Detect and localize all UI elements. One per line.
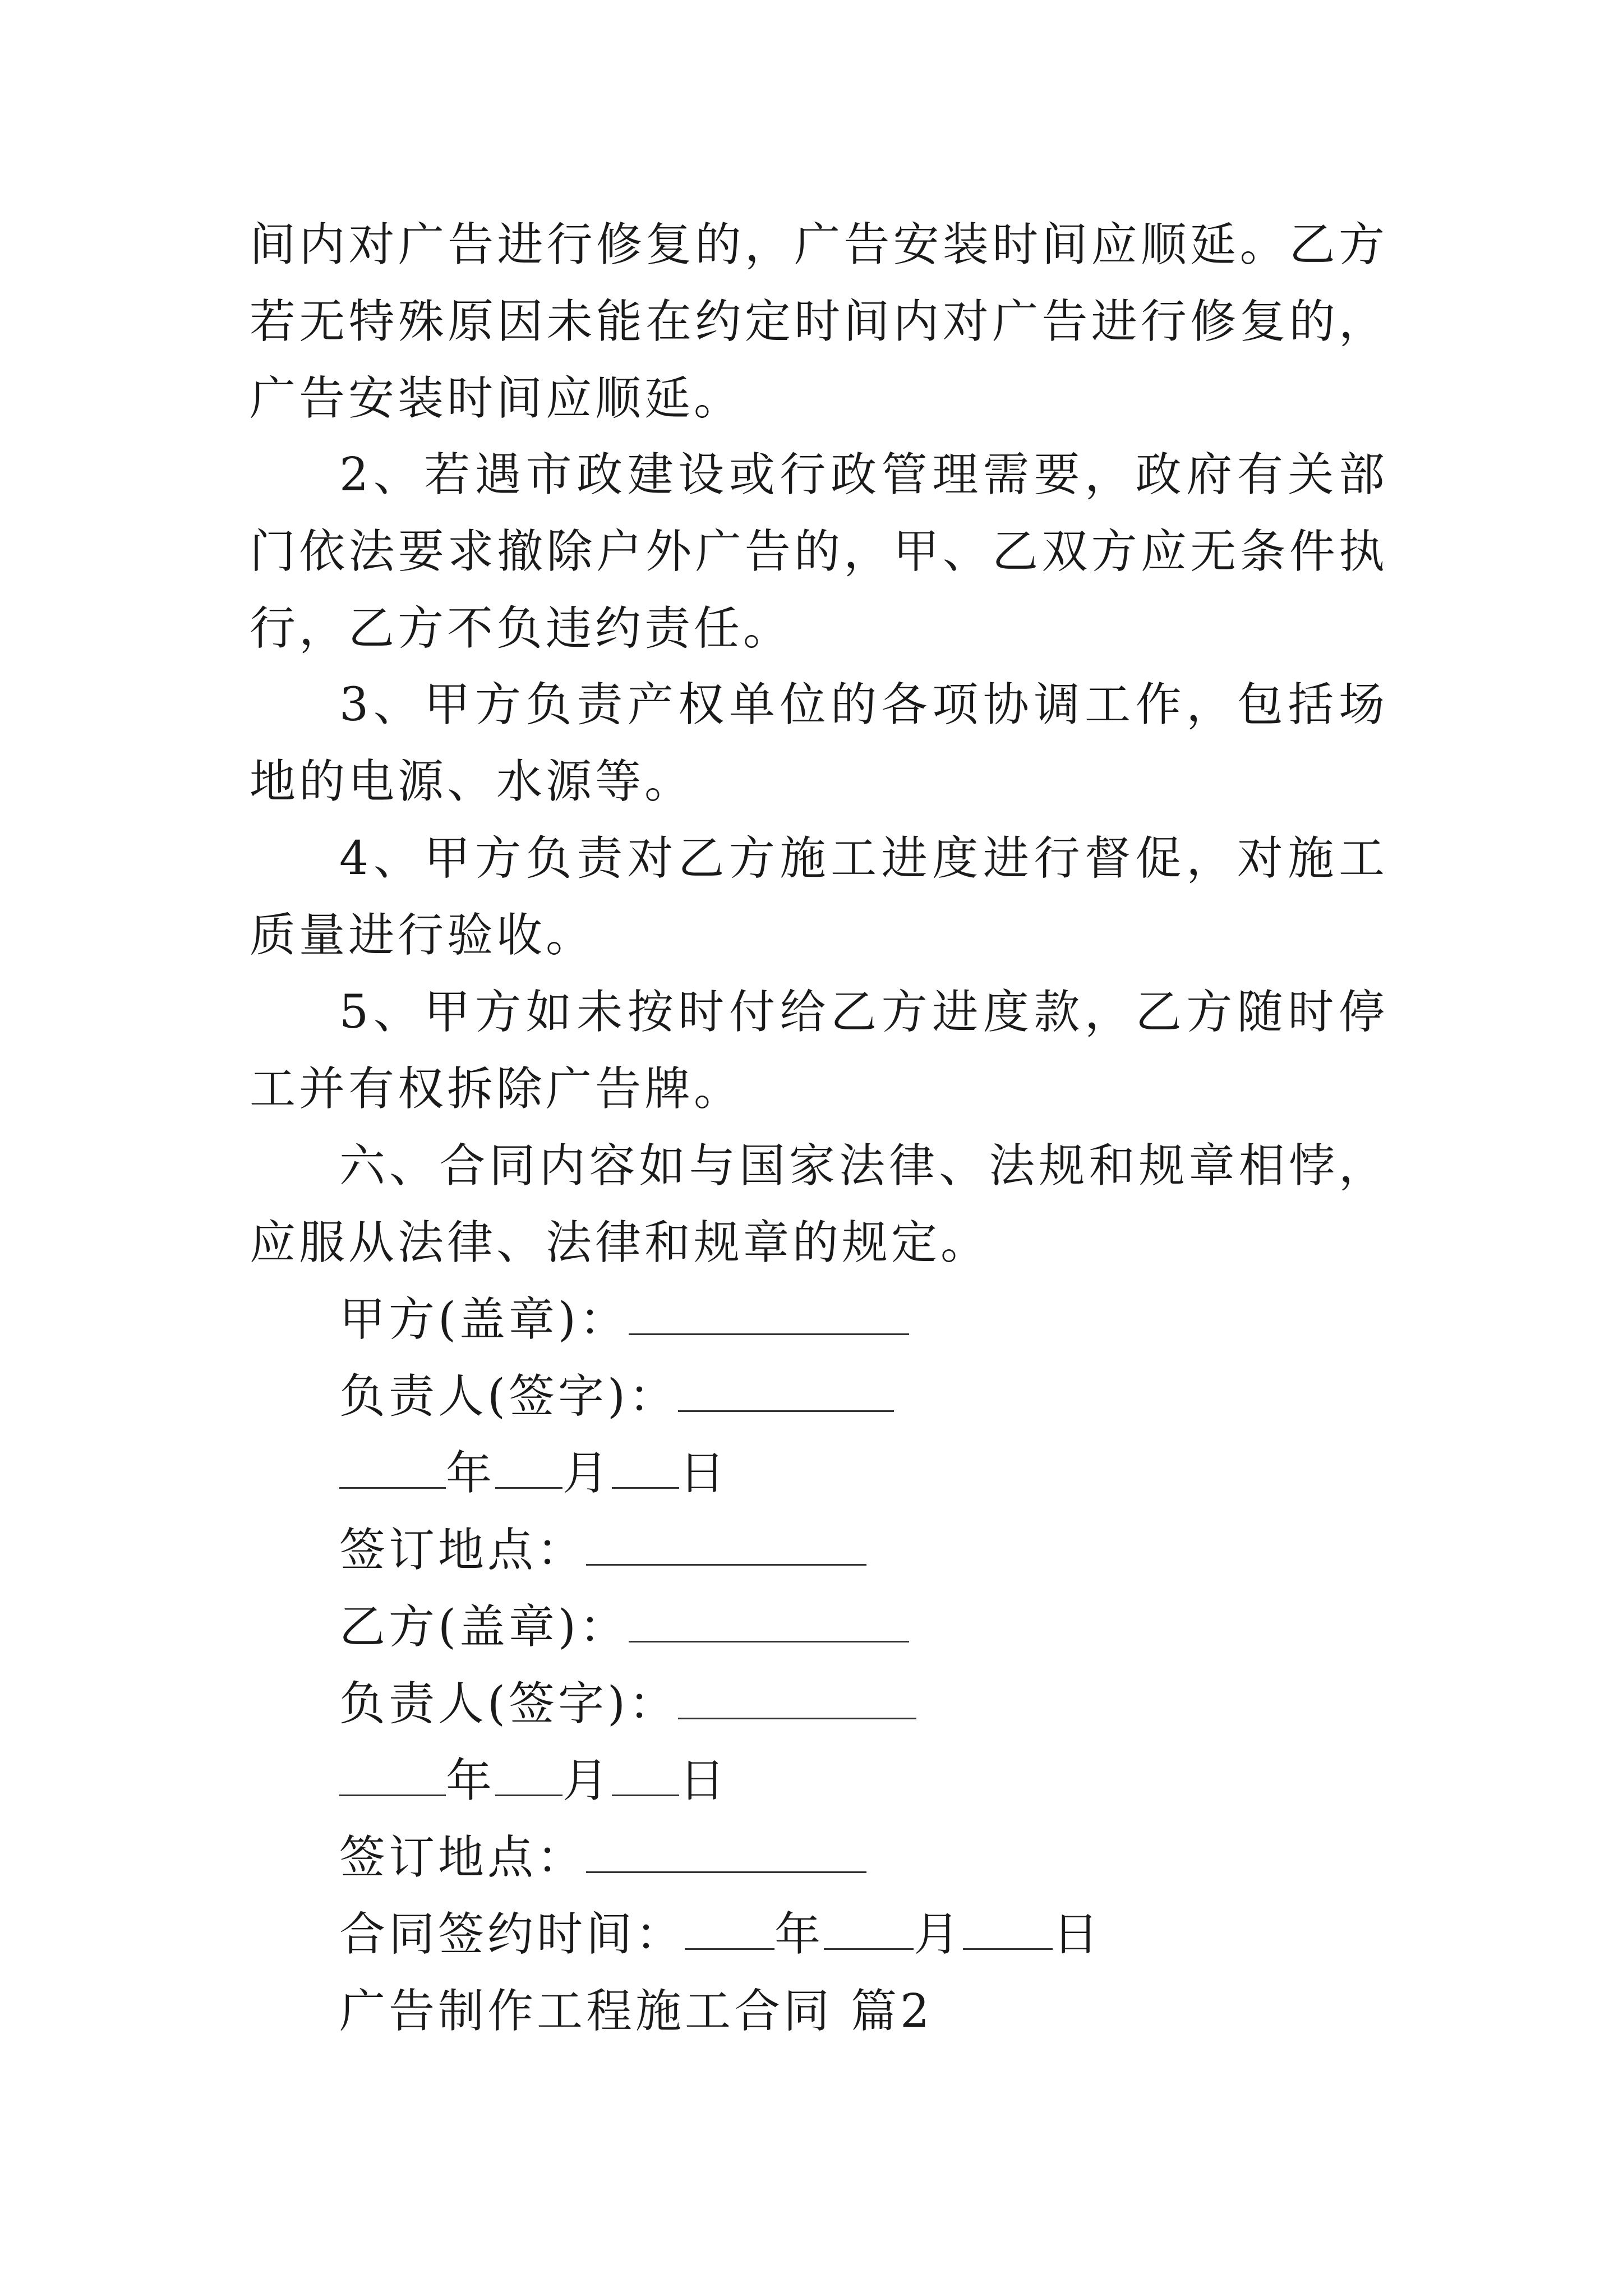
party-a-place-line bbox=[339, 1512, 866, 1589]
contract-time-label: 合同签约时间： bbox=[339, 1908, 685, 1961]
paragraph-continuation: 间内对广告进行修复的，广告安装时间应顺延。乙方若无特殊原因未能在约定时间内对广告进行修复的，广告安装时间应顺延。 bbox=[250, 218, 1388, 425]
party-b-month-label: 月 bbox=[562, 1754, 612, 1807]
contract-day-label: 日 bbox=[1053, 1908, 1103, 1961]
party-a-year-label: 年 bbox=[446, 1447, 496, 1500]
party-b-year-label: 年 bbox=[446, 1754, 496, 1807]
paragraph-section-6: 六、合同内容如与国家法律、法规和规章相悖，应服从法律、法律和规章的规定。 bbox=[250, 1139, 1388, 1269]
party-a-month-blank[interactable] bbox=[495, 1448, 562, 1489]
party-b-seal-label: 乙方(盖章)： bbox=[339, 1600, 629, 1654]
party-b-date-line bbox=[339, 1742, 728, 1819]
party-a-day-label: 日 bbox=[679, 1447, 729, 1500]
party-a-place-blank[interactable] bbox=[586, 1525, 866, 1566]
party-a-seal-blank[interactable] bbox=[629, 1294, 909, 1335]
party-b-day-label: 日 bbox=[679, 1754, 729, 1807]
party-a-person-blank[interactable] bbox=[678, 1371, 894, 1412]
party-b-year-blank[interactable] bbox=[339, 1755, 446, 1796]
party-b-month-blank[interactable] bbox=[495, 1755, 562, 1796]
party-b-seal-blank[interactable] bbox=[629, 1602, 909, 1642]
paragraph-clause-4: 4、甲方负责对乙方施工进度进行督促，对施工质量进行验收。 bbox=[250, 832, 1388, 962]
paragraph-clause-5: 5、甲方如未按时付给乙方进度款，乙方随时停工并有权拆除广告牌。 bbox=[250, 986, 1388, 1116]
paragraph-clause-3: 3、甲方负责产权单位的各项协调工作，包括场地的电源、水源等。 bbox=[250, 678, 1388, 808]
party-a-seal-label: 甲方(盖章)： bbox=[339, 1293, 629, 1346]
party-b-day-blank[interactable] bbox=[612, 1755, 679, 1796]
party-a-place-label: 签订地点： bbox=[339, 1524, 587, 1577]
party-b-person-label: 负责人(签字)： bbox=[339, 1677, 678, 1731]
contract-time-line bbox=[339, 1896, 1102, 1973]
party-b-place-line bbox=[339, 1819, 866, 1896]
party-a-person-label: 负责人(签字)： bbox=[339, 1370, 678, 1423]
party-b-person-line bbox=[339, 1665, 916, 1742]
party-b-person-blank[interactable] bbox=[678, 1678, 916, 1719]
party-b-place-blank[interactable] bbox=[586, 1832, 866, 1873]
party-b-place-label: 签订地点： bbox=[339, 1831, 587, 1884]
contract-month-blank[interactable] bbox=[824, 1909, 914, 1950]
party-a-seal-line bbox=[339, 1281, 909, 1358]
party-a-year-blank[interactable] bbox=[339, 1448, 446, 1489]
contract-year-blank[interactable] bbox=[685, 1909, 774, 1950]
paragraph-clause-2: 2、若遇市政建设或行政管理需要，政府有关部门依法要求撤除户外广告的，甲、乙双方应无条件执行，乙方不负违约责任。 bbox=[250, 448, 1388, 655]
party-b-seal-line bbox=[339, 1589, 909, 1665]
contract-year-label: 年 bbox=[774, 1908, 824, 1961]
next-section-title: 广告制作工程施工合同 篇2 bbox=[339, 1985, 933, 2038]
party-a-day-blank[interactable] bbox=[612, 1448, 679, 1489]
contract-month-label: 月 bbox=[914, 1908, 963, 1961]
contract-day-blank[interactable] bbox=[963, 1909, 1053, 1950]
party-a-month-label: 月 bbox=[562, 1447, 612, 1500]
party-a-date-line bbox=[339, 1435, 728, 1512]
party-a-person-line bbox=[339, 1358, 894, 1435]
